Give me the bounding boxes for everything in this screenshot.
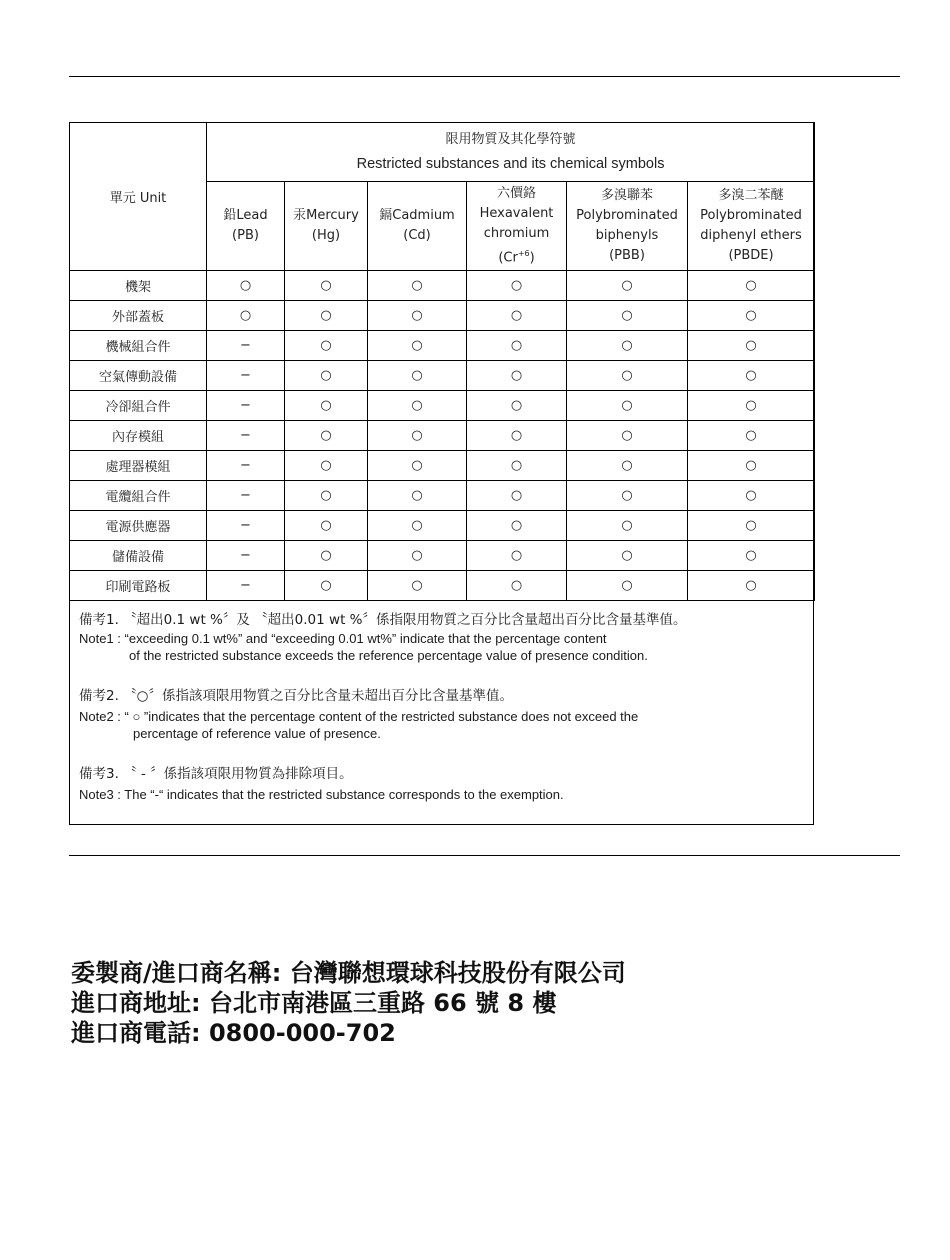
substance-mark: ○ bbox=[285, 481, 368, 511]
substance-mark: ○ bbox=[368, 391, 467, 421]
substance-symbol bbox=[467, 244, 566, 268]
note2-en: Note2 : “ ○ ”indicates that the percentage content of the restricted substance does not exceed the bbox=[79, 709, 639, 724]
substance-mark: ○ bbox=[467, 451, 567, 481]
substance-mark: − bbox=[207, 541, 285, 571]
notes-section bbox=[79, 608, 809, 803]
substance-name-en: chromium bbox=[483, 225, 550, 241]
substance-mark: ○ bbox=[285, 271, 368, 301]
rohs-table-frame bbox=[69, 122, 814, 825]
table-row bbox=[70, 271, 815, 301]
substance-symbol: (Cd) bbox=[403, 228, 431, 243]
substance-cadmium bbox=[368, 182, 467, 271]
substance-mark: ○ bbox=[688, 421, 815, 451]
substance-name-en: diphenyl ethers bbox=[700, 228, 802, 243]
substance-name-en: Polybrominated bbox=[576, 208, 678, 223]
substance-name: 鉛Lead bbox=[223, 208, 268, 223]
substance-symbol: (Hg) bbox=[311, 228, 341, 243]
substance-mark: ○ bbox=[688, 391, 815, 421]
part-name: 機械組合件 bbox=[70, 331, 207, 361]
header-row-1 bbox=[70, 123, 815, 182]
substance-mark: ○ bbox=[467, 331, 567, 361]
importer-name: 委製商/進口商名稱: 台灣聯想環球科技股份有限公司 bbox=[71, 959, 626, 987]
substance-mark: ○ bbox=[368, 571, 467, 601]
substance-mark: ○ bbox=[567, 271, 688, 301]
substance-mark: ○ bbox=[467, 361, 567, 391]
substance-mark: ○ bbox=[688, 271, 815, 301]
part-name: 電源供應器 bbox=[70, 511, 207, 541]
substance-mark: − bbox=[207, 361, 285, 391]
substance-mark: ○ bbox=[368, 451, 467, 481]
restricted-header-en: Restricted substances and its chemical symbols bbox=[356, 156, 665, 172]
substance-mark: ○ bbox=[467, 481, 567, 511]
table-row bbox=[70, 421, 815, 451]
note1-en-continued: of the restricted substance exceeds the reference percentage value of presence condition. bbox=[129, 648, 648, 663]
note1-zh: 備考1. 〝超出0.1 wt %〞及 〝超出0.01 wt %〞係指限用物質之百分比含量超出百分比含量基準值。 bbox=[79, 612, 687, 628]
substance-mark: ○ bbox=[285, 421, 368, 451]
part-name: 內存模組 bbox=[70, 421, 207, 451]
table-row bbox=[70, 361, 815, 391]
substance-mark: ○ bbox=[285, 361, 368, 391]
substance-mark: ○ bbox=[467, 271, 567, 301]
substance-mark: − bbox=[207, 331, 285, 361]
restricted-header-zh: 限用物質及其化學符號 bbox=[445, 132, 576, 147]
substance-mark: ○ bbox=[368, 361, 467, 391]
substance-symbol: (PBDE) bbox=[728, 248, 774, 263]
substance-mark: ○ bbox=[207, 271, 285, 301]
importer-info bbox=[71, 958, 626, 1048]
substance-mark: ○ bbox=[368, 541, 467, 571]
substance-mark: ○ bbox=[567, 331, 688, 361]
substance-mark: ○ bbox=[285, 331, 368, 361]
bottom-rule bbox=[69, 855, 900, 856]
part-name: 電纜組合件 bbox=[70, 481, 207, 511]
substance-mark: ○ bbox=[567, 481, 688, 511]
substance-symbol: (PB) bbox=[232, 228, 259, 243]
substance-name-en: Hexavalent bbox=[479, 205, 554, 221]
substance-mark: ○ bbox=[688, 361, 815, 391]
substance-mark: ○ bbox=[285, 571, 368, 601]
substance-mark: ○ bbox=[567, 511, 688, 541]
substance-hexavalent-chromium bbox=[467, 182, 567, 271]
substance-name-en: biphenyls bbox=[595, 228, 659, 243]
rohs-table bbox=[69, 122, 815, 601]
restricted-header bbox=[207, 123, 815, 182]
part-name: 冷卻組合件 bbox=[70, 391, 207, 421]
table-row bbox=[70, 451, 815, 481]
substance-mark: ○ bbox=[688, 451, 815, 481]
part-name: 印刷電路板 bbox=[70, 571, 207, 601]
substance-mark: ○ bbox=[567, 541, 688, 571]
substance-mark: ○ bbox=[467, 511, 567, 541]
substance-mark: ○ bbox=[467, 301, 567, 331]
top-rule bbox=[69, 76, 900, 77]
table-row bbox=[70, 541, 815, 571]
part-name: 機架 bbox=[70, 271, 207, 301]
substance-mark: ○ bbox=[567, 391, 688, 421]
substance-mark: ○ bbox=[567, 361, 688, 391]
substance-mark: ○ bbox=[467, 571, 567, 601]
part-name: 處理器模組 bbox=[70, 451, 207, 481]
substance-mark: ○ bbox=[368, 481, 467, 511]
substance-mark: ○ bbox=[567, 571, 688, 601]
table-row bbox=[70, 391, 815, 421]
substance-mark: ○ bbox=[368, 301, 467, 331]
substance-mark: ○ bbox=[567, 451, 688, 481]
substance-mark: ○ bbox=[285, 541, 368, 571]
table-row bbox=[70, 571, 815, 601]
substance-mark: ○ bbox=[688, 301, 815, 331]
substance-mark: ○ bbox=[285, 301, 368, 331]
substance-mark: ○ bbox=[285, 391, 368, 421]
table-row bbox=[70, 301, 815, 331]
substance-mark: ○ bbox=[285, 451, 368, 481]
substance-mark: ○ bbox=[467, 391, 567, 421]
table-row bbox=[70, 481, 815, 511]
note2-zh: 備考2. 〝○〞係指該項限用物質之百分比含量未超出百分比含量基準值。 bbox=[79, 688, 513, 704]
substance-mark: ○ bbox=[688, 511, 815, 541]
substance-mark: ○ bbox=[368, 511, 467, 541]
substance-mark: ○ bbox=[467, 541, 567, 571]
substance-mark: ○ bbox=[688, 481, 815, 511]
substance-pbde bbox=[688, 182, 815, 271]
substance-mark: ○ bbox=[368, 421, 467, 451]
part-name: 空氣傳動設備 bbox=[70, 361, 207, 391]
unit-header: 單元 Unit bbox=[70, 123, 207, 271]
table-row bbox=[70, 511, 815, 541]
substance-mark: − bbox=[207, 421, 285, 451]
substance-lead bbox=[207, 182, 285, 271]
importer-phone: 進口商電話: 0800-000-702 bbox=[71, 1019, 396, 1047]
substance-mark: ○ bbox=[207, 301, 285, 331]
substance-mark: ○ bbox=[567, 421, 688, 451]
symbol-part: (Cr bbox=[498, 250, 518, 266]
substance-name: 汞Mercury bbox=[293, 208, 359, 223]
substance-name-en: Polybrominated bbox=[700, 208, 802, 223]
part-name: 外部蓋板 bbox=[70, 301, 207, 331]
substance-mark: ○ bbox=[467, 421, 567, 451]
substance-mark: ○ bbox=[688, 541, 815, 571]
table-row bbox=[70, 331, 815, 361]
symbol-superscript: +6 bbox=[517, 248, 530, 258]
substance-symbol: (PBB) bbox=[609, 248, 645, 263]
symbol-part: ) bbox=[529, 250, 535, 266]
substance-mark: ○ bbox=[368, 331, 467, 361]
substance-mercury bbox=[285, 182, 368, 271]
note2-en-continued: percentage of reference value of presence. bbox=[133, 726, 381, 741]
note1-en: Note1 : “exceeding 0.1 wt%” and “exceeding 0.01 wt%” indicate that the percentage content bbox=[79, 631, 607, 646]
part-name: 儲備設備 bbox=[70, 541, 207, 571]
substance-mark: ○ bbox=[285, 511, 368, 541]
substance-mark: ○ bbox=[688, 571, 815, 601]
substance-mark: − bbox=[207, 481, 285, 511]
substance-mark: − bbox=[207, 451, 285, 481]
importer-address: 進口商地址: 台北市南港區三重路 66 號 8 樓 bbox=[71, 989, 557, 1017]
substance-mark: − bbox=[207, 571, 285, 601]
substance-mark: − bbox=[207, 511, 285, 541]
note3-en: Note3 : The “-“ indicates that the restricted substance corresponds to the exemption. bbox=[79, 787, 564, 802]
substance-mark: ○ bbox=[368, 271, 467, 301]
substance-pbb bbox=[567, 182, 688, 271]
substance-name: 多溴二苯醚 bbox=[718, 188, 784, 203]
substance-mark: ○ bbox=[567, 301, 688, 331]
substance-mark: − bbox=[207, 391, 285, 421]
substance-mark: ○ bbox=[688, 331, 815, 361]
substance-name: 六價鉻 bbox=[496, 185, 536, 201]
substance-name: 鎘Cadmium bbox=[379, 208, 455, 223]
note3-zh: 備考3. 〝 - 〞係指該項限用物質為排除項目。 bbox=[79, 766, 353, 782]
substance-name: 多溴聯苯 bbox=[600, 188, 653, 203]
